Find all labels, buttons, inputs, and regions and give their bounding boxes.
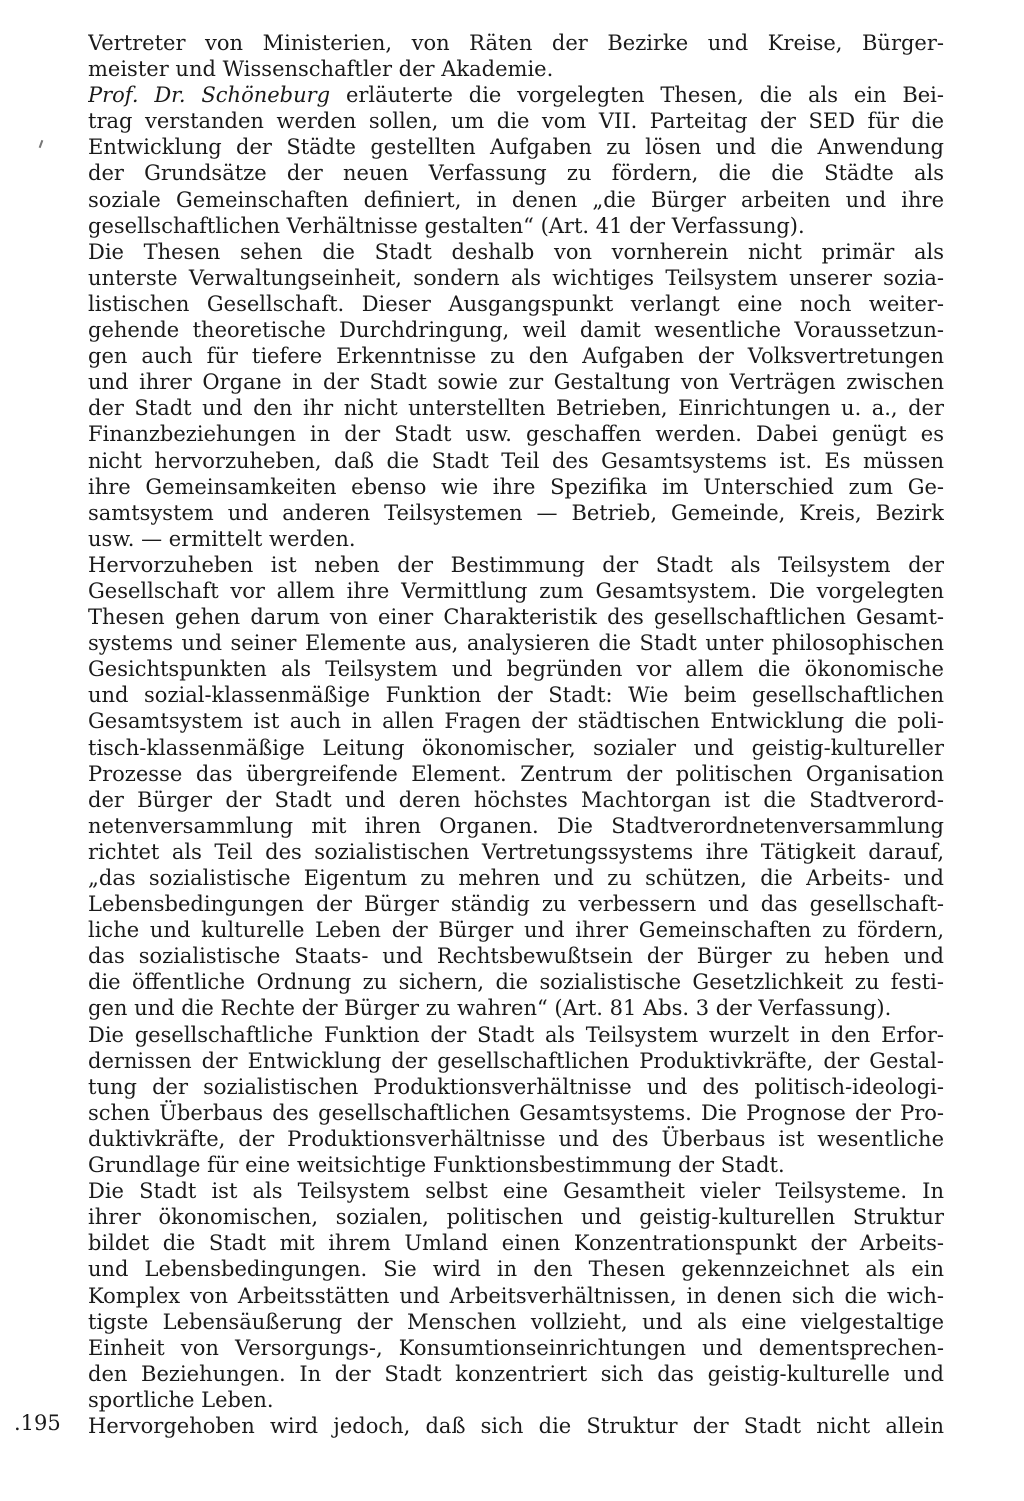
line-text: tisch-klassenmäßige Leitung ökonomischer, sozialer und geistig-kultureller	[88, 735, 944, 760]
text-line	[88, 1361, 944, 1387]
line-text: das sozialistische Staats- und Rechtsbewußtsein der Bürger zu heben und	[88, 944, 944, 969]
text-line	[88, 1152, 944, 1178]
text-line	[88, 213, 944, 239]
text-line	[88, 656, 944, 682]
line-text: ihrer ökonomischen, sozialen, politischen und geistig-kulturellen Struktur	[88, 1205, 944, 1230]
line-text: „das sozialistische Eigentum zu mehren und zu schützen, die Arbeits- und	[88, 866, 944, 890]
line-text: Gesichtspunkten als Teilsystem und begründen vor allem die ökonomische	[88, 657, 944, 682]
text-line	[88, 1283, 944, 1309]
text-line	[88, 604, 944, 630]
line-text: Gesamtsystem ist auch in allen Fragen der städtischen Entwicklung die poli-	[88, 709, 944, 734]
text-line	[88, 735, 944, 761]
text-line	[88, 82, 944, 108]
line-text: richtet als Teil des sozialistischen Vertretungssystems ihre Tätigkeit darauf,	[88, 839, 944, 864]
text-line	[88, 395, 944, 421]
line-text: der Grundsätze der neuen Verfassung zu fördern, die die Städte als	[88, 161, 944, 186]
line-text: duktivkräfte, der Produktionsverhältnisse und des Überbaus ist wesentliche	[88, 1126, 944, 1151]
text-line	[88, 187, 944, 213]
text-line	[88, 969, 944, 995]
text-line	[88, 1309, 944, 1335]
text-line	[88, 500, 944, 526]
text-line	[88, 239, 944, 265]
text-line	[88, 943, 944, 969]
line-text: Einheit von Versorgungs-, Konsumtionseinrichtungen und dementsprechen-	[88, 1335, 944, 1360]
line-text: Grundlage für eine weitsichtige Funktionsbestimmung der Stadt.	[88, 1153, 785, 1178]
line-text: soziale Gemeinschaften definiert, in denen „die Bürger arbeiten und ihre	[88, 187, 944, 212]
text-line	[88, 761, 944, 787]
text-line	[88, 630, 944, 656]
text-line	[88, 708, 944, 734]
text-line	[88, 1230, 944, 1256]
text-line	[88, 421, 944, 447]
line-text: bildet die Stadt mit ihrem Umland einen Konzentrationspunkt der Arbeits-	[88, 1231, 944, 1256]
line-text: meister und Wissenschaftler der Akademie.	[88, 57, 554, 82]
text-line	[88, 917, 944, 943]
text-line	[88, 865, 944, 891]
line-text: Prozesse das übergreifende Element. Zentrum der politischen Organisation	[88, 761, 944, 786]
text-line	[88, 1074, 944, 1100]
line-text: Komplex von Arbeitsstätten und Arbeitsverhältnissen, in denen sich die wich-	[88, 1283, 944, 1308]
line-text: Die gesellschaftliche Funktion der Stadt als Teilsystem wurzelt in den Erfor-	[88, 1022, 944, 1047]
line-text: schen Überbaus des gesellschaftlichen Gesamtsystems. Die Prognose der Pro-	[88, 1100, 944, 1125]
line-text: und ihrer Organe in der Stadt sowie zur Gestaltung von Verträgen zwischen	[88, 370, 944, 395]
line-text: nicht hervorzuheben, daß die Stadt Teil des Gesamtsystems ist. Es müssen	[88, 448, 944, 473]
text-line	[88, 474, 944, 500]
text-line	[88, 369, 944, 395]
line-text: tung der sozialistischen Produktionsverhältnisse und des politisch-ideologi-	[88, 1074, 944, 1099]
text-line	[88, 682, 944, 708]
text-line	[88, 891, 944, 917]
text-line	[88, 1022, 944, 1048]
line-text: Die Stadt ist als Teilsystem selbst eine Gesamtheit vieler Teilsysteme. In	[88, 1179, 944, 1204]
line-text: Lebensbedingungen der Bürger ständig zu verbessern und das gesellschaft-	[88, 892, 944, 917]
line-text: trag verstanden werden sollen, um die vom VII. Parteitag der SED für die	[88, 109, 944, 134]
text-line	[88, 134, 944, 160]
body-text	[88, 30, 944, 1439]
line-text: samtsystem und anderen Teilsystemen — Betrieb, Gemeinde, Kreis, Bezirk	[88, 500, 944, 525]
text-line	[88, 160, 944, 186]
line-text: netenversammlung mit ihren Organen. Die Stadtverordnetenversammlung	[88, 813, 944, 838]
text-line	[88, 1387, 944, 1413]
line-text: gen und die Rechte der Bürger zu wahren“ (Art. 81 Abs. 3 der Verfassung).	[88, 996, 892, 1021]
line-text: Gesellschaft vor allem ihre Vermittlung zum Gesamtsystem. Die vorgelegten	[88, 578, 944, 603]
line-text: und sozial-klassenmäßige Funktion der Stadt: Wie beim gesellschaftlichen	[88, 683, 944, 708]
text-line	[88, 1100, 944, 1126]
text-line	[88, 56, 944, 82]
text-line	[88, 813, 944, 839]
line-text: unterste Verwaltungseinheit, sondern als wichtiges Teilsystem unserer sozia-	[88, 265, 944, 290]
text-line	[88, 1126, 944, 1152]
line-text: ihre Gemeinsamkeiten ebenso wie ihre Spezifika im Unterschied zum Ge-	[88, 474, 944, 499]
text-line	[88, 1413, 944, 1439]
line-text: Vertreter von Ministerien, von Räten der Bezirke und Kreise, Bürger-	[88, 31, 944, 55]
line-text: der Stadt und den ihr nicht unterstellten Betrieben, Einrichtungen u. a., der	[88, 396, 944, 421]
line-text: sportliche Leben.	[88, 1387, 274, 1412]
line-text: die öffentliche Ordnung zu sichern, die sozialistische Gesetzlichkeit zu festi-	[88, 970, 944, 995]
page-number: .195	[14, 1411, 61, 1435]
line-text: den Beziehungen. In der Stadt konzentriert sich das geistig-kulturelle und	[88, 1361, 944, 1386]
line-text: listischen Gesellschaft. Dieser Ausgangspunkt verlangt eine noch weiter-	[88, 291, 944, 316]
margin-mark	[39, 140, 44, 148]
text-line	[88, 787, 944, 813]
line-text: liche und kulturelle Leben der Bürger und ihrer Gemeinschaften zu fördern,	[88, 918, 944, 943]
line-text: Hervorgehoben wird jedoch, daß sich die Struktur der Stadt nicht allein	[88, 1413, 944, 1438]
line-text: Thesen gehen darum von einer Charakteristik des gesellschaftlichen Gesamt-	[88, 605, 944, 630]
line-text: systems und seiner Elemente aus, analysieren die Stadt unter philosophischen	[88, 631, 944, 656]
line-text: usw. — ermittelt werden.	[88, 526, 356, 551]
text-line	[88, 1048, 944, 1074]
text-line	[88, 552, 944, 578]
text-line	[88, 1335, 944, 1361]
text-line	[88, 995, 944, 1021]
line-text: gen auch für tiefere Erkenntnisse zu den Aufgaben der Volksvertretungen	[88, 344, 944, 369]
line-text: der Bürger der Stadt und deren höchstes Machtorgan ist die Stadtverord-	[88, 787, 944, 812]
line-text: erläuterte die vorgelegten Thesen, die als ein Bei-	[330, 83, 944, 108]
line-text: Hervorzuheben ist neben der Bestimmung der Stadt als Teilsystem der	[88, 552, 944, 577]
line-text: Die Thesen sehen die Stadt deshalb von vornherein nicht primär als	[88, 239, 944, 264]
line-text: Finanzbeziehungen in der Stadt usw. geschaffen werden. Dabei genügt es	[88, 422, 944, 447]
text-line	[88, 1204, 944, 1230]
line-text: tigste Lebensäußerung der Menschen vollzieht, und als eine vielgestaltige	[88, 1309, 944, 1334]
text-line	[88, 839, 944, 865]
text-line	[88, 1256, 944, 1282]
speaker-name: Prof. Dr. Schöneburg	[88, 83, 331, 108]
line-text: dernissen der Entwicklung der gesellschaftlichen Produktivkräfte, der Gestal-	[88, 1048, 944, 1073]
text-line	[88, 108, 944, 134]
text-line	[88, 343, 944, 369]
line-text: und Lebensbedingungen. Sie wird in den Thesen gekennzeichnet als ein	[88, 1257, 944, 1282]
text-line	[88, 526, 944, 552]
text-line	[88, 265, 944, 291]
text-line	[88, 578, 944, 604]
text-line	[88, 448, 944, 474]
text-line	[88, 1178, 944, 1204]
line-text: gehende theoretische Durchdringung, weil damit wesentliche Voraussetzun-	[88, 318, 944, 343]
text-line	[88, 317, 944, 343]
line-text: gesellschaftlichen Verhältnisse gestalten“ (Art. 41 der Verfassung).	[88, 213, 805, 238]
line-text: Entwicklung der Städte gestellten Aufgaben zu lösen und die Anwendung	[88, 135, 944, 160]
text-line	[88, 30, 944, 56]
text-line	[88, 291, 944, 317]
